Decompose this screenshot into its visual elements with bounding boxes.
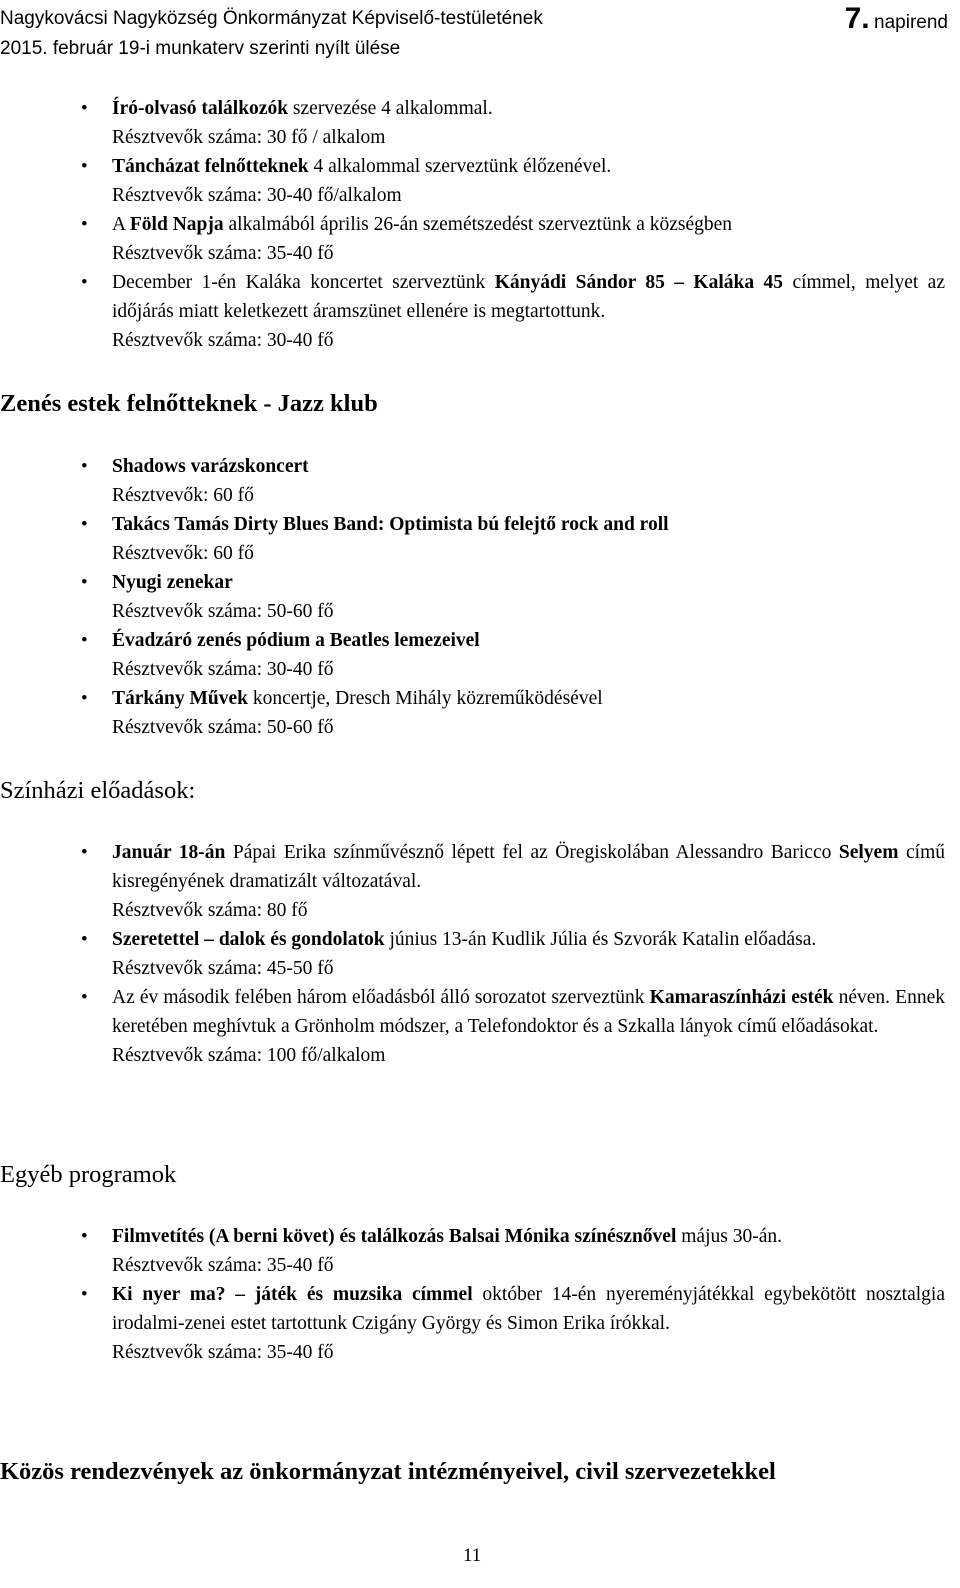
agenda-number: 7. <box>844 2 870 35</box>
list-item <box>112 452 945 510</box>
item-prefix: Az év második felében három előadásból álló sorozatot szerveztünk <box>112 987 650 1008</box>
item-attendance: Résztvevők: 60 fő <box>112 485 254 506</box>
item-text: néven. Ennek keretében meghívtuk a Grönholm módszer, a Telefondoktor és a Szkalla lányok című előadásokat. <box>112 987 945 1037</box>
list-item <box>112 210 945 268</box>
agenda-label <box>845 2 948 36</box>
item-name: Shadows varázskoncert <box>112 456 309 477</box>
section-title-theatre: Színházi előadások: <box>0 777 196 804</box>
list-item <box>112 838 945 925</box>
header-subtitle-line: 2015. február 19-i munkaterv szerinti nyílt ülése <box>0 38 401 59</box>
item-name: Író-olvasó találkozók <box>112 98 289 119</box>
item-name: Takács Tamás Dirty Blues Band: Optimista bú felejtő rock and roll <box>112 514 669 535</box>
list-item <box>112 94 945 152</box>
list-item <box>112 510 945 568</box>
header-title-line: Nagykovácsi Nagyközség Önkormányzat Képviselő-testületének <box>0 8 543 29</box>
item-text: szervezése 4 alkalommal. <box>288 98 493 119</box>
list-item <box>112 268 945 355</box>
jazz-program-list <box>112 452 945 742</box>
list-item <box>112 626 945 684</box>
item-text: koncertje, Dresch Mihály közreműködésével <box>247 688 603 709</box>
item-attendance: Résztvevők száma: 35-40 fő <box>112 1342 334 1363</box>
item-text: címmel, melyet az időjárás miatt keletkezett áramszünet ellenére is megtartottunk. <box>112 272 945 322</box>
item-name: Évadzáró zenés pódium a Beatles lemezeivel <box>112 630 480 651</box>
item-name: Január 18-án <box>112 842 226 863</box>
item-attendance: Résztvevők száma: 100 fő/alkalom <box>112 1045 386 1066</box>
item-attendance: Résztvevők száma: 35-40 fő <box>112 243 334 264</box>
item-text-secondary: című kisregényének dramatizált változatával. <box>112 842 945 892</box>
item-attendance: Résztvevők száma: 30-40 fő/alkalom <box>112 185 402 206</box>
top-program-list <box>112 94 945 355</box>
list-item <box>112 983 945 1070</box>
item-name: Ki nyer ma? – játék és muzsika címmel <box>112 1284 473 1305</box>
other-program-list <box>112 1222 945 1367</box>
list-item <box>112 684 945 742</box>
item-attendance: Résztvevők száma: 30-40 fő <box>112 659 334 680</box>
list-item <box>112 925 945 983</box>
item-text: alkalmából április 26-án szemétszedést szerveztünk a községben <box>223 214 733 235</box>
item-name: Tárkány Művek <box>112 688 248 709</box>
item-prefix: December 1-én Kaláka koncertet szerveztünk <box>112 272 495 293</box>
list-item <box>112 1280 945 1367</box>
item-name-secondary: Selyem <box>838 842 899 863</box>
item-name: Föld Napja <box>129 214 224 235</box>
page-number: 11 <box>463 1545 482 1566</box>
item-name: Filmvetítés (A berni követ) és találkozás Balsai Mónika színésznővel <box>112 1226 677 1247</box>
item-text: Pápai Erika színművésznő lépett fel az Öregiskolában Alessandro Baricco <box>225 842 839 863</box>
section-title-joint: Közös rendezvények az önkormányzat intézményeivel, civil szervezetekkel <box>0 1458 776 1485</box>
list-item <box>112 1222 945 1280</box>
item-name: Nyugi zenekar <box>112 572 233 593</box>
item-attendance: Résztvevők száma: 80 fő <box>112 900 308 921</box>
theatre-program-list <box>112 838 945 1070</box>
item-name: Kamaraszínházi esték <box>649 987 834 1008</box>
item-text: június 13-án Kudlik Júlia és Szvorák Katalin előadása. <box>384 929 817 950</box>
item-name: Szeretettel – dalok és gondolatok <box>112 929 385 950</box>
item-prefix: A <box>112 214 130 235</box>
section-title-jazz: Zenés estek felnőtteknek - Jazz klub <box>0 390 378 417</box>
item-text: május 30-án. <box>676 1226 782 1247</box>
agenda-word: napirend <box>874 12 948 33</box>
item-attendance: Résztvevők száma: 50-60 fő <box>112 601 334 622</box>
item-attendance: Résztvevők száma: 50-60 fő <box>112 717 334 738</box>
item-name: Kányádi Sándor 85 – Kaláka 45 <box>494 272 784 293</box>
item-text: 4 alkalommal szerveztünk élőzenével. <box>308 156 612 177</box>
item-attendance: Résztvevők száma: 30-40 fő <box>112 330 334 351</box>
item-attendance: Résztvevők száma: 35-40 fő <box>112 1255 334 1276</box>
item-name: Táncházat felnőtteknek <box>112 156 309 177</box>
item-attendance: Résztvevők száma: 30 fő / alkalom <box>112 127 386 148</box>
item-text: október 14-én nyereményjátékkal egybekötött nosztalgia irodalmi-zenei estet tartottunk Czigány György és Simon Erika írókkal. <box>112 1284 946 1334</box>
section-title-other: Egyéb programok <box>0 1161 177 1188</box>
item-attendance: Résztvevők: 60 fő <box>112 543 254 564</box>
list-item <box>112 568 945 626</box>
item-attendance: Résztvevők száma: 45-50 fő <box>112 958 334 979</box>
list-item <box>112 152 945 210</box>
